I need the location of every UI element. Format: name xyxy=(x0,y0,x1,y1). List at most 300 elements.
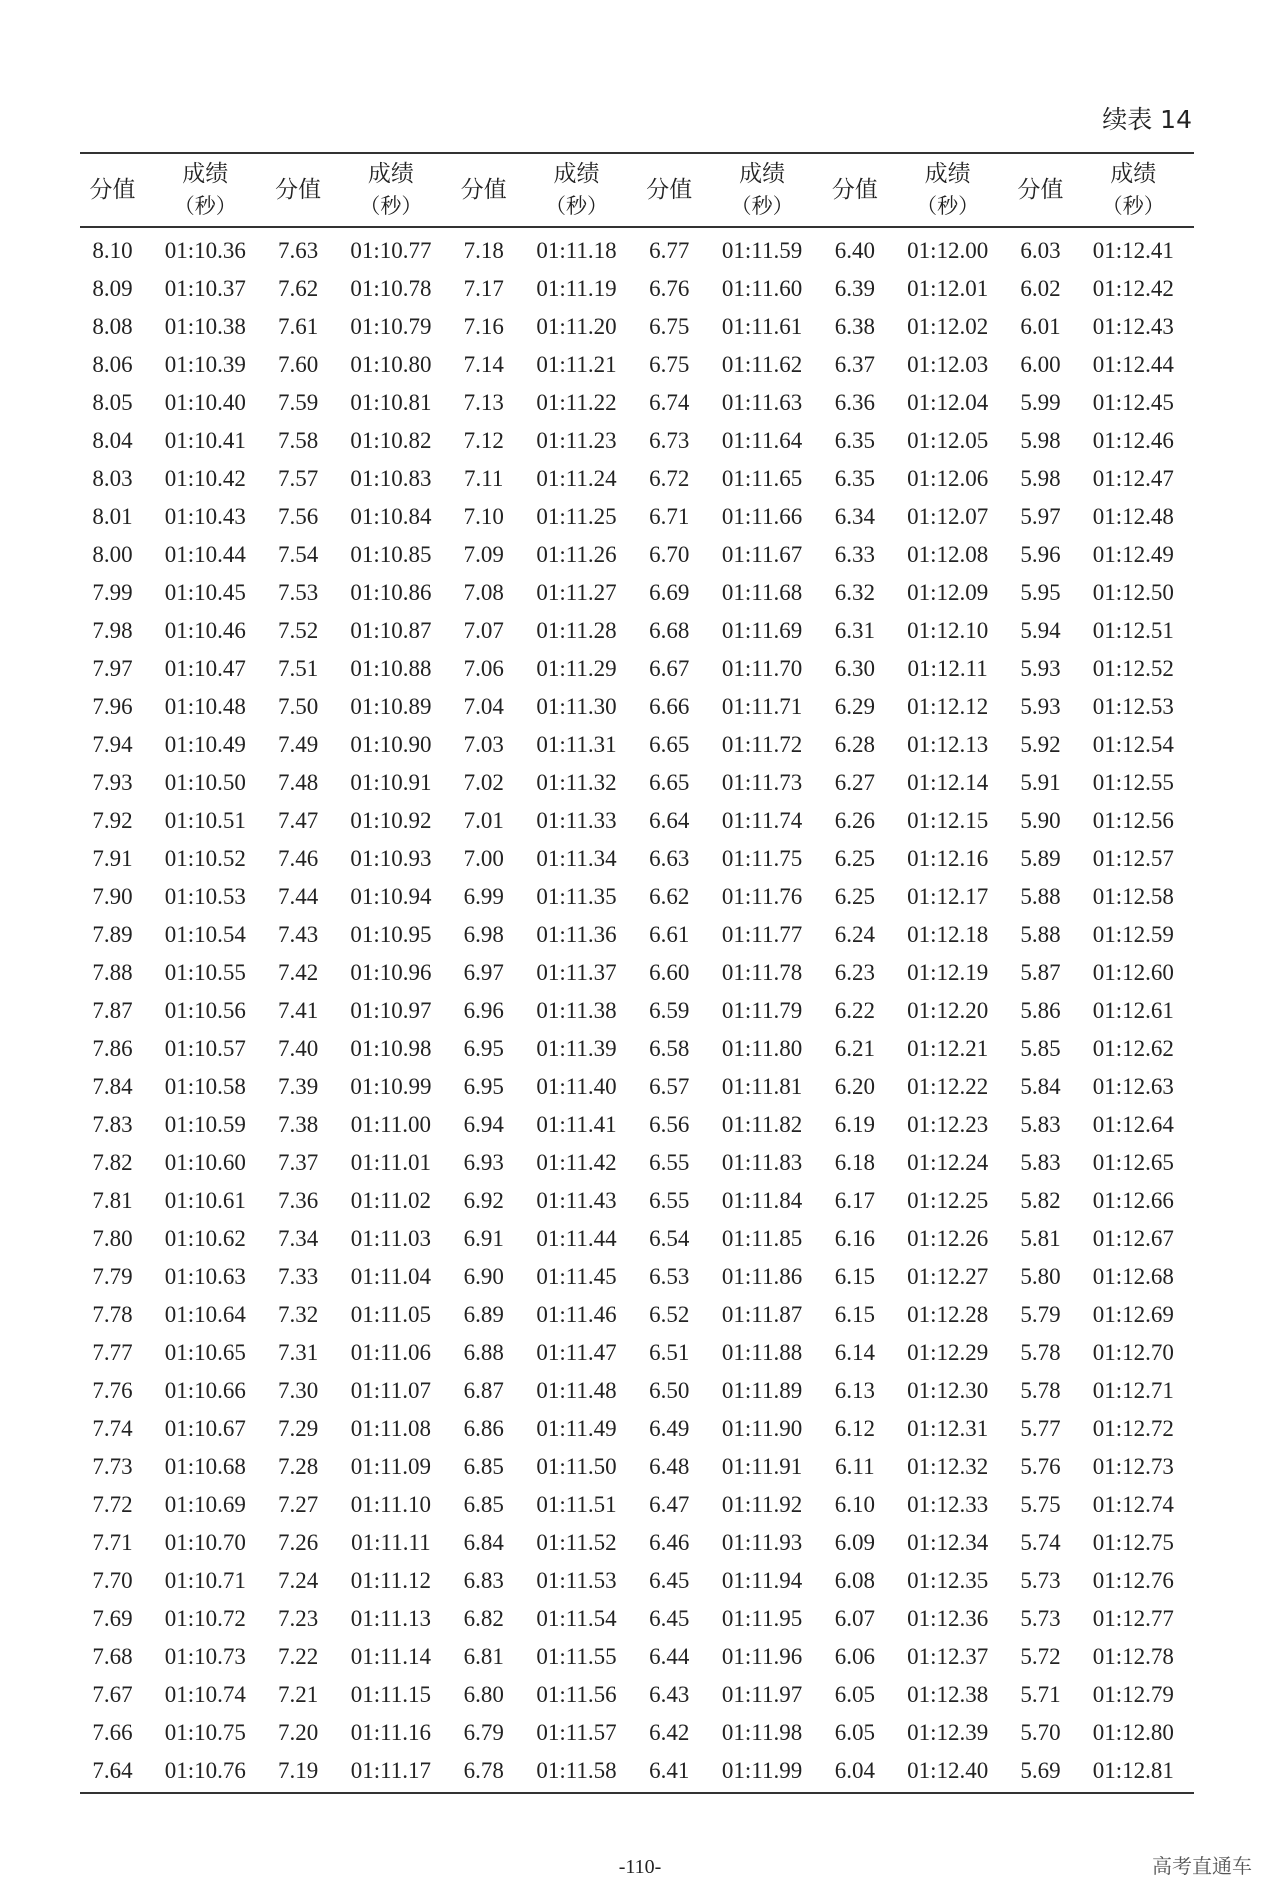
time-cell: 01:11.05 xyxy=(350,1302,432,1327)
score-cell: 6.93 xyxy=(463,1150,504,1175)
time-cell: 01:10.36 xyxy=(164,238,246,263)
time-cell: 01:12.39 xyxy=(907,1720,989,1745)
score-cell: 5.94 xyxy=(1020,618,1061,643)
score-cell: 8.04 xyxy=(92,428,133,453)
time-cell: 01:12.23 xyxy=(907,1112,989,1137)
time-cell: 01:10.53 xyxy=(164,884,246,909)
score-cell: 5.69 xyxy=(1020,1758,1061,1783)
time-cell: 01:12.58 xyxy=(1092,884,1174,909)
time-cell: 01:12.76 xyxy=(1092,1568,1174,1593)
score-cell: 5.88 xyxy=(1020,884,1061,909)
time-cell: 01:11.41 xyxy=(536,1112,617,1137)
score-cell: 7.44 xyxy=(277,884,319,909)
score-cell: 7.21 xyxy=(277,1682,319,1707)
score-cell: 7.90 xyxy=(92,884,133,909)
score-cell: 6.95 xyxy=(463,1074,504,1099)
score-cell: 6.86 xyxy=(463,1416,504,1441)
time-cell: 01:11.24 xyxy=(536,466,617,491)
table-row xyxy=(80,1676,1194,1714)
time-cell: 01:11.12 xyxy=(350,1568,432,1593)
time-cell: 01:11.31 xyxy=(536,732,617,757)
score-cell: 7.01 xyxy=(463,808,504,833)
score-cell: 7.08 xyxy=(463,580,504,605)
time-cell: 01:11.13 xyxy=(350,1606,432,1631)
time-cell: 01:10.77 xyxy=(350,238,432,263)
score-cell: 5.71 xyxy=(1020,1682,1061,1707)
header-label: 分值 xyxy=(89,177,136,203)
time-cell: 01:11.82 xyxy=(721,1112,803,1137)
time-cell: 01:11.91 xyxy=(721,1454,803,1479)
header-score xyxy=(822,153,887,227)
time-cell: 01:11.25 xyxy=(536,504,617,529)
time-cell: 01:11.83 xyxy=(721,1150,803,1175)
score-cell: 7.96 xyxy=(92,694,133,719)
time-cell: 01:12.30 xyxy=(907,1378,989,1403)
score-cell: 7.51 xyxy=(277,656,319,681)
table-row xyxy=(80,270,1194,308)
table-row xyxy=(80,574,1194,612)
time-cell: 01:10.37 xyxy=(164,276,246,301)
table-row xyxy=(80,1258,1194,1296)
score-cell: 6.05 xyxy=(834,1720,875,1745)
score-cell: 7.10 xyxy=(463,504,504,529)
score-cell: 6.59 xyxy=(649,998,690,1023)
table-row xyxy=(80,1486,1194,1524)
score-cell: 7.67 xyxy=(92,1682,133,1707)
score-cell: 6.30 xyxy=(834,656,875,681)
score-cell: 5.95 xyxy=(1020,580,1061,605)
time-cell: 01:12.75 xyxy=(1092,1530,1174,1555)
score-cell: 7.89 xyxy=(92,922,133,947)
score-cell: 6.25 xyxy=(834,884,875,909)
score-cell: 7.86 xyxy=(92,1036,133,1061)
score-cell: 7.22 xyxy=(277,1644,319,1669)
time-cell: 01:10.56 xyxy=(164,998,246,1023)
score-cell: 7.17 xyxy=(463,276,504,301)
time-cell: 01:11.75 xyxy=(721,846,803,871)
table-row xyxy=(80,878,1194,916)
score-cell: 8.03 xyxy=(92,466,133,491)
score-cell: 5.74 xyxy=(1020,1530,1061,1555)
time-cell: 01:11.90 xyxy=(721,1416,803,1441)
table-row xyxy=(80,1638,1194,1676)
time-cell: 01:11.64 xyxy=(721,428,803,453)
time-cell: 01:11.22 xyxy=(536,390,617,415)
header-time xyxy=(887,153,1008,227)
time-cell: 01:12.74 xyxy=(1092,1492,1174,1517)
score-cell: 8.06 xyxy=(92,352,133,377)
score-cell: 7.66 xyxy=(92,1720,133,1745)
score-cell: 8.10 xyxy=(92,238,133,263)
time-cell: 01:12.42 xyxy=(1092,276,1174,301)
score-cell: 7.93 xyxy=(92,770,133,795)
score-cell: 6.16 xyxy=(834,1226,875,1251)
score-cell: 7.26 xyxy=(277,1530,319,1555)
score-cell: 5.98 xyxy=(1020,428,1061,453)
score-cell: 6.55 xyxy=(649,1188,690,1213)
score-cell: 6.91 xyxy=(463,1226,504,1251)
score-cell: 6.58 xyxy=(649,1036,690,1061)
time-cell: 01:12.80 xyxy=(1092,1720,1174,1745)
time-cell: 01:10.38 xyxy=(164,314,246,339)
score-cell: 6.43 xyxy=(649,1682,690,1707)
header-unit: （秒） xyxy=(173,194,237,218)
time-cell: 01:11.48 xyxy=(536,1378,617,1403)
score-cell: 6.46 xyxy=(649,1530,690,1555)
score-cell: 6.44 xyxy=(649,1644,690,1669)
time-cell: 01:11.73 xyxy=(721,770,803,795)
score-cell: 6.03 xyxy=(1020,238,1061,263)
score-cell: 6.95 xyxy=(463,1036,504,1061)
time-cell: 01:12.62 xyxy=(1092,1036,1174,1061)
score-cell: 5.81 xyxy=(1020,1226,1061,1251)
score-cell: 6.54 xyxy=(649,1226,690,1251)
time-cell: 01:11.87 xyxy=(721,1302,803,1327)
time-cell: 01:11.72 xyxy=(721,732,803,757)
score-cell: 6.04 xyxy=(834,1758,875,1783)
table-row xyxy=(80,227,1194,270)
header-time xyxy=(145,153,266,227)
time-cell: 01:10.66 xyxy=(164,1378,246,1403)
score-cell: 6.51 xyxy=(649,1340,690,1365)
score-cell: 6.75 xyxy=(649,352,690,377)
header-score xyxy=(637,153,702,227)
time-cell: 01:11.63 xyxy=(721,390,803,415)
time-cell: 01:11.60 xyxy=(721,276,803,301)
score-cell: 7.28 xyxy=(277,1454,319,1479)
time-cell: 01:10.60 xyxy=(164,1150,246,1175)
time-cell: 01:11.95 xyxy=(721,1606,803,1631)
score-cell: 6.07 xyxy=(834,1606,875,1631)
time-cell: 01:11.65 xyxy=(721,466,803,491)
score-cell: 5.83 xyxy=(1020,1112,1061,1137)
table-row xyxy=(80,840,1194,878)
score-cell: 7.49 xyxy=(277,732,319,757)
score-cell: 6.66 xyxy=(649,694,690,719)
score-cell: 6.92 xyxy=(463,1188,504,1213)
score-cell: 7.56 xyxy=(277,504,319,529)
header-score xyxy=(451,153,516,227)
table-row xyxy=(80,992,1194,1030)
time-cell: 01:10.98 xyxy=(350,1036,432,1061)
score-cell: 5.92 xyxy=(1020,732,1061,757)
score-cell: 5.70 xyxy=(1020,1720,1061,1745)
score-cell: 6.84 xyxy=(463,1530,504,1555)
score-cell: 6.36 xyxy=(834,390,875,415)
time-cell: 01:10.44 xyxy=(164,542,246,567)
time-cell: 01:11.69 xyxy=(721,618,803,643)
time-cell: 01:12.45 xyxy=(1092,390,1174,415)
time-cell: 01:11.54 xyxy=(536,1606,617,1631)
score-cell: 8.08 xyxy=(92,314,133,339)
score-cell: 7.31 xyxy=(277,1340,319,1365)
time-cell: 01:12.00 xyxy=(907,238,989,263)
score-cell: 6.72 xyxy=(649,466,690,491)
score-cell: 7.27 xyxy=(277,1492,319,1517)
table-row xyxy=(80,1752,1194,1793)
time-cell: 01:10.52 xyxy=(164,846,246,871)
score-cell: 5.77 xyxy=(1020,1416,1061,1441)
header-label: 分值 xyxy=(646,177,693,203)
score-cell: 6.02 xyxy=(1020,276,1061,301)
score-cell: 6.41 xyxy=(649,1758,690,1783)
time-cell: 01:11.43 xyxy=(536,1188,617,1213)
time-cell: 01:11.58 xyxy=(536,1758,617,1783)
score-cell: 6.63 xyxy=(649,846,690,871)
score-cell: 6.68 xyxy=(649,618,690,643)
score-cell: 7.64 xyxy=(92,1758,133,1783)
time-cell: 01:12.46 xyxy=(1092,428,1174,453)
time-cell: 01:11.59 xyxy=(721,238,803,263)
score-cell: 6.96 xyxy=(463,998,504,1023)
table-row xyxy=(80,1448,1194,1486)
time-cell: 01:10.89 xyxy=(350,694,432,719)
score-cell: 7.63 xyxy=(277,238,319,263)
table-row xyxy=(80,1334,1194,1372)
time-cell: 01:10.99 xyxy=(350,1074,432,1099)
score-cell: 5.72 xyxy=(1020,1644,1061,1669)
time-cell: 01:12.31 xyxy=(907,1416,989,1441)
score-cell: 7.71 xyxy=(92,1530,133,1555)
page-number: -110- xyxy=(618,1856,662,1878)
time-cell: 01:12.67 xyxy=(1092,1226,1174,1251)
header-label: 成绩 xyxy=(1110,161,1157,187)
score-cell: 7.09 xyxy=(463,542,504,567)
score-cell: 7.50 xyxy=(277,694,319,719)
time-cell: 01:12.81 xyxy=(1092,1758,1174,1783)
time-cell: 01:12.63 xyxy=(1092,1074,1174,1099)
time-cell: 01:11.11 xyxy=(351,1530,431,1555)
score-cell: 6.29 xyxy=(834,694,875,719)
header-label: 成绩 xyxy=(367,161,414,187)
score-cell: 7.30 xyxy=(277,1378,319,1403)
header-unit: （秒） xyxy=(730,194,794,218)
time-cell: 01:11.49 xyxy=(536,1416,617,1441)
time-cell: 01:10.91 xyxy=(350,770,432,795)
time-cell: 01:12.69 xyxy=(1092,1302,1174,1327)
score-cell: 5.78 xyxy=(1020,1378,1061,1403)
score-cell: 6.65 xyxy=(649,770,690,795)
score-cell: 6.74 xyxy=(649,390,690,415)
table-row xyxy=(80,1144,1194,1182)
score-cell: 7.79 xyxy=(92,1264,133,1289)
time-cell: 01:12.17 xyxy=(907,884,989,909)
time-cell: 01:10.51 xyxy=(164,808,246,833)
header-time xyxy=(516,153,637,227)
time-cell: 01:11.97 xyxy=(721,1682,803,1707)
time-cell: 01:10.67 xyxy=(164,1416,246,1441)
time-cell: 01:11.62 xyxy=(721,352,803,377)
time-cell: 01:10.87 xyxy=(350,618,432,643)
score-cell: 6.78 xyxy=(463,1758,504,1783)
time-cell: 01:12.47 xyxy=(1092,466,1174,491)
score-cell: 6.35 xyxy=(834,428,875,453)
time-cell: 01:11.20 xyxy=(536,314,617,339)
score-cell: 7.47 xyxy=(277,808,319,833)
header-row xyxy=(80,153,1194,227)
score-cell: 6.06 xyxy=(834,1644,875,1669)
table-row xyxy=(80,688,1194,726)
score-cell: 6.53 xyxy=(649,1264,690,1289)
score-cell: 6.47 xyxy=(649,1492,690,1517)
score-cell: 8.01 xyxy=(92,504,133,529)
score-cell: 7.34 xyxy=(277,1226,319,1251)
time-cell: 01:10.79 xyxy=(350,314,432,339)
score-cell: 7.32 xyxy=(277,1302,319,1327)
time-cell: 01:11.70 xyxy=(721,656,803,681)
time-cell: 01:11.77 xyxy=(721,922,803,947)
score-cell: 6.65 xyxy=(649,732,690,757)
time-cell: 01:11.40 xyxy=(536,1074,617,1099)
score-cell: 7.39 xyxy=(277,1074,319,1099)
time-cell: 01:11.02 xyxy=(350,1188,432,1213)
score-cell: 6.09 xyxy=(834,1530,875,1555)
score-cell: 7.13 xyxy=(463,390,504,415)
score-cell: 6.70 xyxy=(649,542,690,567)
time-cell: 01:12.08 xyxy=(907,542,989,567)
score-cell: 6.82 xyxy=(463,1606,504,1631)
time-cell: 01:10.55 xyxy=(164,960,246,985)
score-cell: 7.02 xyxy=(463,770,504,795)
table-row xyxy=(80,422,1194,460)
header-label: 成绩 xyxy=(739,161,786,187)
time-cell: 01:12.33 xyxy=(907,1492,989,1517)
time-cell: 01:11.15 xyxy=(350,1682,432,1707)
score-cell: 7.87 xyxy=(92,998,133,1023)
score-cell: 6.24 xyxy=(834,922,875,947)
score-cell: 6.80 xyxy=(463,1682,504,1707)
score-cell: 7.60 xyxy=(277,352,319,377)
table-row xyxy=(80,1030,1194,1068)
header-label: 分值 xyxy=(831,177,878,203)
time-cell: 01:11.16 xyxy=(350,1720,432,1745)
score-cell: 6.85 xyxy=(463,1492,504,1517)
score-cell: 6.88 xyxy=(463,1340,504,1365)
time-cell: 01:12.73 xyxy=(1092,1454,1174,1479)
table-row xyxy=(80,1220,1194,1258)
score-cell: 5.76 xyxy=(1020,1454,1061,1479)
time-cell: 01:12.22 xyxy=(907,1074,989,1099)
table-row xyxy=(80,1714,1194,1752)
watermark: 高考直通车 xyxy=(1152,1854,1252,1878)
score-cell: 7.53 xyxy=(277,580,319,605)
score-cell: 8.00 xyxy=(92,542,133,567)
time-cell: 01:10.49 xyxy=(164,732,246,757)
score-cell: 7.18 xyxy=(463,238,504,263)
time-cell: 01:11.19 xyxy=(536,276,617,301)
time-cell: 01:12.24 xyxy=(907,1150,989,1175)
time-cell: 01:11.79 xyxy=(721,998,803,1023)
score-cell: 6.34 xyxy=(834,504,875,529)
score-cell: 6.81 xyxy=(463,1644,504,1669)
time-cell: 01:10.90 xyxy=(350,732,432,757)
time-cell: 01:11.06 xyxy=(350,1340,432,1365)
time-cell: 01:12.12 xyxy=(907,694,989,719)
table-row xyxy=(80,1106,1194,1144)
table-row xyxy=(80,764,1194,802)
time-cell: 01:11.56 xyxy=(536,1682,617,1707)
time-cell: 01:10.78 xyxy=(350,276,432,301)
time-cell: 01:11.00 xyxy=(350,1112,432,1137)
time-cell: 01:12.01 xyxy=(907,276,989,301)
time-cell: 01:10.69 xyxy=(164,1492,246,1517)
time-cell: 01:10.43 xyxy=(164,504,246,529)
time-cell: 01:10.84 xyxy=(350,504,432,529)
time-cell: 01:10.59 xyxy=(164,1112,246,1137)
time-cell: 01:12.15 xyxy=(907,808,989,833)
time-cell: 01:12.14 xyxy=(907,770,989,795)
time-cell: 01:11.93 xyxy=(721,1530,803,1555)
time-cell: 01:12.77 xyxy=(1092,1606,1174,1631)
time-cell: 01:11.86 xyxy=(721,1264,803,1289)
score-cell: 7.92 xyxy=(92,808,133,833)
score-cell: 6.76 xyxy=(649,276,690,301)
table-row xyxy=(80,346,1194,384)
header-score xyxy=(266,153,331,227)
score-cell: 6.79 xyxy=(463,1720,504,1745)
score-cell: 5.73 xyxy=(1020,1606,1061,1631)
score-cell: 7.03 xyxy=(463,732,504,757)
score-cell: 7.88 xyxy=(92,960,133,985)
score-cell: 7.40 xyxy=(277,1036,319,1061)
score-cell: 7.69 xyxy=(92,1606,133,1631)
score-cell: 6.18 xyxy=(834,1150,875,1175)
score-cell: 6.87 xyxy=(463,1378,504,1403)
score-cell: 6.17 xyxy=(834,1188,875,1213)
score-cell: 6.10 xyxy=(834,1492,875,1517)
score-cell: 7.61 xyxy=(277,314,319,339)
time-cell: 01:11.85 xyxy=(721,1226,803,1251)
time-cell: 01:10.81 xyxy=(350,390,432,415)
time-cell: 01:12.50 xyxy=(1092,580,1174,605)
time-cell: 01:12.49 xyxy=(1092,542,1174,567)
score-cell: 6.99 xyxy=(463,884,504,909)
time-cell: 01:11.21 xyxy=(536,352,617,377)
table-row xyxy=(80,536,1194,574)
score-cell: 7.12 xyxy=(463,428,504,453)
score-cell: 7.98 xyxy=(92,618,133,643)
time-cell: 01:11.04 xyxy=(350,1264,432,1289)
header-time xyxy=(331,153,452,227)
score-cell: 7.62 xyxy=(277,276,319,301)
score-cell: 7.06 xyxy=(463,656,504,681)
table-row xyxy=(80,1068,1194,1106)
time-cell: 01:12.70 xyxy=(1092,1340,1174,1365)
time-cell: 01:11.99 xyxy=(721,1758,803,1783)
time-cell: 01:12.02 xyxy=(907,314,989,339)
time-cell: 01:12.54 xyxy=(1092,732,1174,757)
time-cell: 01:12.25 xyxy=(907,1188,989,1213)
time-cell: 01:12.55 xyxy=(1092,770,1174,795)
table-row xyxy=(80,650,1194,688)
header-label: 分值 xyxy=(460,177,507,203)
time-cell: 01:11.29 xyxy=(536,656,617,681)
score-cell: 6.11 xyxy=(835,1454,875,1479)
time-cell: 01:11.14 xyxy=(350,1644,432,1669)
header-label: 成绩 xyxy=(924,161,971,187)
time-cell: 01:11.67 xyxy=(721,542,803,567)
score-cell: 6.32 xyxy=(834,580,875,605)
time-cell: 01:10.70 xyxy=(164,1530,246,1555)
time-cell: 01:11.27 xyxy=(536,580,617,605)
time-cell: 01:11.78 xyxy=(721,960,803,985)
score-cell: 7.94 xyxy=(92,732,133,757)
score-cell: 7.19 xyxy=(277,1758,319,1783)
score-cell: 5.75 xyxy=(1020,1492,1061,1517)
score-cell: 5.89 xyxy=(1020,846,1061,871)
header-label: 分值 xyxy=(1017,177,1064,203)
time-cell: 01:11.18 xyxy=(536,238,617,263)
